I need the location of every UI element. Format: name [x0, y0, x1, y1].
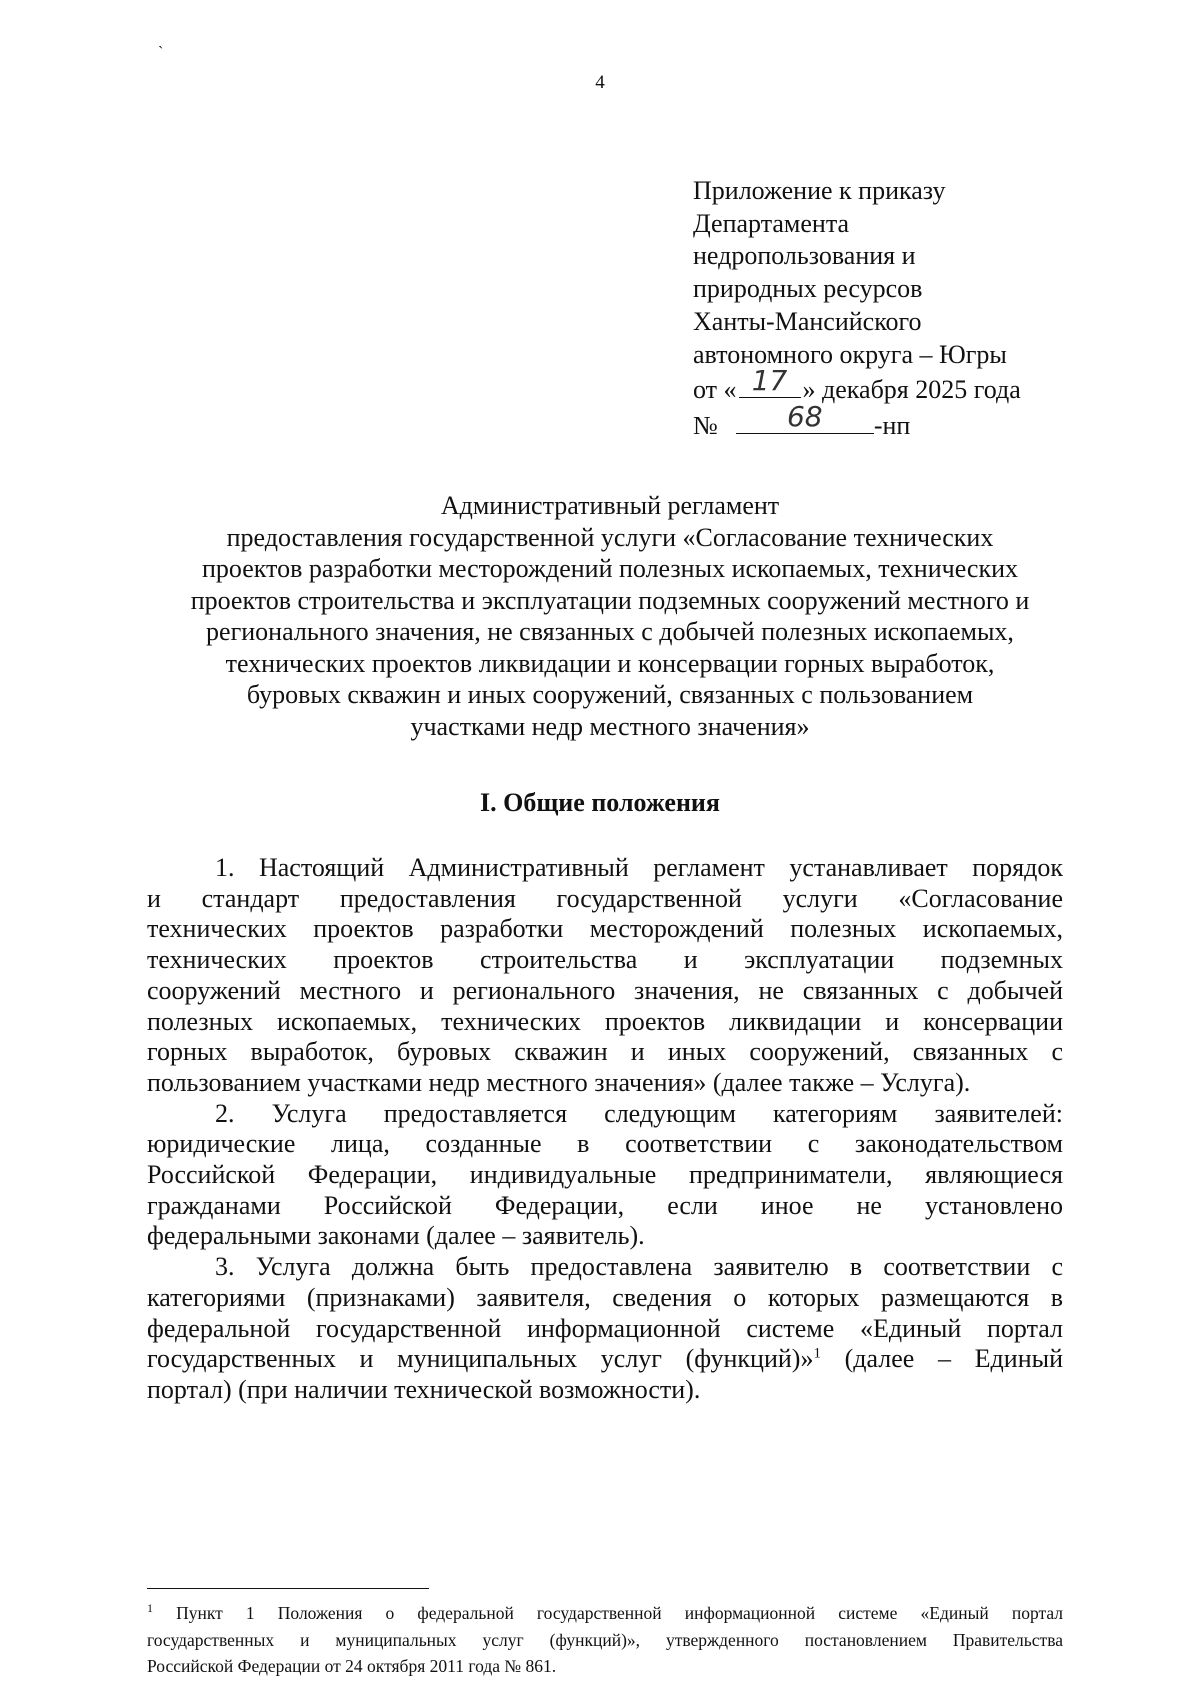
- stray-scan-mark: `: [158, 44, 164, 61]
- appendix-date-line: [693, 364, 1021, 407]
- order-number-field: [736, 399, 874, 434]
- appendix-line: Ханты-Мансийского: [693, 306, 922, 336]
- paragraph-line: 1. Настоящий Административный регламент устанавливает порядок: [215, 853, 1063, 882]
- title-line: участками недр местного значения»: [410, 711, 810, 741]
- paragraph-2: [147, 1099, 1063, 1253]
- paragraph-line-with-footnote-ref: [147, 1344, 1063, 1375]
- paragraph-line: технических проектов строительства и эксплуатации подземных: [147, 945, 1063, 975]
- paragraph-line: федеральными законами (далее – заявитель).: [147, 1221, 645, 1251]
- page-number: 4: [595, 72, 605, 93]
- footnote-reference[interactable]: 1: [813, 1345, 821, 1362]
- footnote-line: государственных и муниципальных услуг (функций)», утвержденного постановлением Правительства: [147, 1629, 1063, 1650]
- title-line: проектов разработки месторождений полезных ископаемых, технических: [201, 554, 1018, 583]
- appendix-number-line: [693, 399, 1021, 443]
- title-line: технических проектов ликвидации и консервации горных выработок,: [225, 648, 995, 678]
- footnote-line: [147, 1600, 1063, 1627]
- footnote-separator: [147, 1588, 429, 1589]
- date-suffix: » декабря 2025 года: [802, 375, 1021, 405]
- number-prefix: №: [693, 410, 718, 440]
- paragraph-3: [147, 1252, 1063, 1406]
- appendix-line: недропользования и: [693, 241, 916, 271]
- paragraph-line: полезных ископаемых, технических проектов ликвидации и консервации: [147, 1006, 1063, 1036]
- title-line: предоставления государственной услуги «Согласование технических: [226, 522, 994, 552]
- date-prefix: от «: [693, 375, 737, 405]
- paragraph-line: и стандарт предоставления государственной услуги «Согласование: [147, 883, 1063, 913]
- paragraph-line: 2. Услуга предоставляется следующим категориям заявителей:: [215, 1098, 1063, 1128]
- appendix-line: природных ресурсов: [693, 274, 923, 304]
- paragraph-1: [147, 853, 1063, 1099]
- appendix-block: [693, 175, 1021, 443]
- body-text: [147, 853, 1063, 1406]
- title-line: проектов строительства и эксплуатации подземных сооружений местного и: [190, 585, 1030, 615]
- title-line: регионального значения, не связанных с добычей полезных ископаемых,: [206, 617, 1014, 646]
- footnote-line: Российской Федерации от 24 октября 2011 года № 861.: [147, 1656, 557, 1676]
- title-line: буровых скважин и иных сооружений, связанных с пользованием: [246, 680, 974, 709]
- paragraph-line: горных выработок, буровых скважин и иных сооружений, связанных с: [147, 1037, 1063, 1067]
- ref-line-start: государственных и муниципальных услуг (функций)»: [147, 1344, 814, 1374]
- paragraph-line: категориями (признаками) заявителя, сведения о которых размещаются в: [147, 1282, 1063, 1312]
- paragraph-line: гражданами Российской Федерации, если иное не установлено: [147, 1190, 1063, 1220]
- paragraph-line: федеральной государственной информационной системе «Единый портал: [147, 1313, 1063, 1343]
- paragraph-line: технических проектов разработки месторождений полезных ископаемых,: [147, 914, 1063, 944]
- handwritten-day: 17: [751, 364, 788, 398]
- appendix-line: автономного округа – Югры: [693, 339, 1007, 369]
- appendix-line: Департамента: [693, 208, 850, 238]
- handwritten-number: 68: [786, 399, 823, 433]
- paragraph-line: пользованием участками недр местного значения» (далее также – Услуга).: [147, 1067, 971, 1097]
- appendix-line: Приложение к приказу: [693, 176, 946, 205]
- footnote-mark: 1: [147, 1601, 153, 1616]
- document-title: [150, 490, 1070, 742]
- ref-line-end: (далее – Единый: [820, 1344, 1063, 1374]
- paragraph-line: Российской Федерации, индивидуальные предприниматели, являющиеся: [147, 1160, 1063, 1190]
- paragraph-line: юридические лица, созданные в соответствии с законодательством: [147, 1129, 1063, 1159]
- date-day-field: [739, 364, 801, 398]
- section-heading: I. Общие положения: [480, 788, 720, 817]
- paragraph-line: портал) (при наличии технической возможности).: [147, 1374, 701, 1404]
- paragraph-line: 3. Услуга должна быть предоставлена заявителю в соответствии с: [215, 1252, 1063, 1282]
- footnote-text: Пункт 1 Положения о федеральной государственной информационной системе «Единый портал: [153, 1603, 1063, 1623]
- number-suffix: -нп: [873, 410, 911, 440]
- title-line: Административный регламент: [440, 491, 780, 520]
- paragraph-line: сооружений местного и регионального значения, не связанных с добычей: [147, 975, 1063, 1005]
- footnote: [147, 1600, 1063, 1680]
